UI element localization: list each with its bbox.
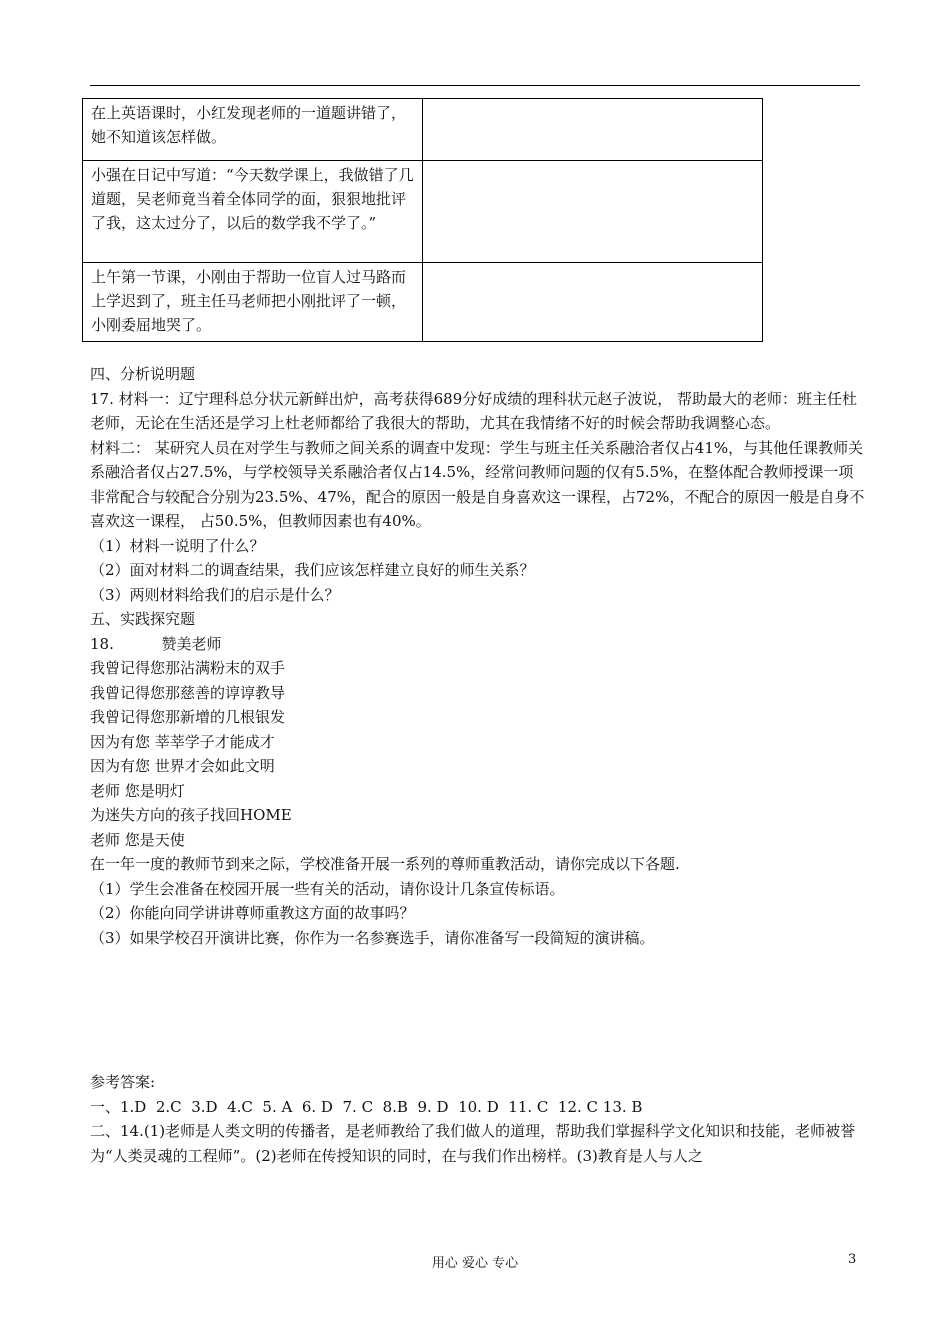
body-text [90,362,865,1168]
material-one: 17. 材料一：辽宁理科总分状元新鲜出炉，高考获得689分好成绩的理科状元赵子波说， 帮助最大的老师：班主任杜老师，无论在生活还是学习上杜老师都给了我很大的帮助，尤其在我情绪不好的时候会帮助我调整心态。 [90,389,858,432]
answer-cell [423,99,763,161]
table-row [83,263,763,342]
activity-intro: 在一年一度的教师节到来之际，学校准备开展一系列的尊师重教活动，请你完成以下各题. [90,855,680,873]
question: （3）如果学校召开演讲比赛，你作为一名参赛选手，请你准备写一段简短的演讲稿。 [90,928,655,947]
poem-line: 我曾记得您那慈善的谆谆教导 [90,683,286,702]
header-rule [90,85,860,86]
table-row [83,99,763,161]
poem-line: 老师 您是天使 [90,830,185,849]
poem-line: 老师 您是明灯 [90,781,185,800]
poem-line: 我曾记得您那新增的几根银发 [90,708,286,726]
poem-line: 我曾记得您那沾满粉末的双手 [90,659,286,677]
poem-line: 因为有您 莘莘学子才能成才 [90,732,275,751]
answer-cell [423,263,763,342]
material-two: 材料二： 某研究人员在对学生与教师之间关系的调查中发现：学生与班主任关系融洽者仅占41%，与其他任课教师关系融洽者仅占27.5%，与学校领导关系融洽者仅占14.5%，经常问教师问题的仅有5.5%，在整体配合教师授课一项非常配合与较配合分别为23.5%、47%，配合的原因一般是自身喜欢这一课程，占72%，不配合的原因一般是自身不喜欢这一课程， 占50.5%，但教师因素也有40%。 [90,438,865,530]
scenario-table [82,98,763,342]
question: （2）你能向同学讲讲尊师重教这方面的故事吗？ [90,904,415,922]
question: （1）材料一说明了什么？ [90,536,265,555]
question: （2）面对材料二的调查结果，我们应该怎样建立良好的师生关系？ [90,561,535,579]
poem-title: 18. 赞美老师 [90,634,222,653]
scenario-cell: 上午第一节课，小刚由于帮助一位盲人过马路而上学迟到了，班主任马老师把小刚批评了一顿，小刚委屈地哭了。 [83,263,423,342]
section-title: 四、分析说明题 [90,365,196,383]
scenario-cell: 在上英语课时，小红发现老师的一道题讲错了，她不知道该怎样做。 [83,99,423,161]
scenario-cell: 小强在日记中写道：“今天数学课上，我做错了几道题，吴老师竟当着全体同学的面，狠狠地批评了我，这太过分了，以后的数学我不学了。” [83,161,423,263]
answers-line: 二、14.(1)老师是人类文明的传播者，是老师教给了我们做人的道理，帮助我们掌握科学文化知识和技能，老师被誉为“人类灵魂的工程师”。(2)老师在传授知识的同时，在与我们作出榜样。(3)教育是人与人之 [90,1122,856,1165]
answers-line: 一、1.D 2.C 3.D 4.C 5. A 6. D 7. C 8.B 9. D 10. D 11. C 12. C 13. B [90,1097,643,1116]
blank-space [90,950,865,1070]
poem-line: 因为有您 世界才会如此文明 [90,757,275,775]
question: （1）学生会准备在校园开展一些有关的活动，请你设计几条宣传标语。 [90,879,565,898]
footer-text: 用心 爱心 专心 [431,1256,519,1271]
answers-title: 参考答案: [90,1073,156,1091]
table-row [83,161,763,263]
page-number: 3 [848,1252,857,1267]
question: （3）两则材料给我们的启示是什么？ [90,585,340,604]
answer-cell [423,161,763,263]
section-title: 五、实践探究题 [90,610,196,628]
poem-line: 为迷失方向的孩子找回HOME [90,806,292,824]
